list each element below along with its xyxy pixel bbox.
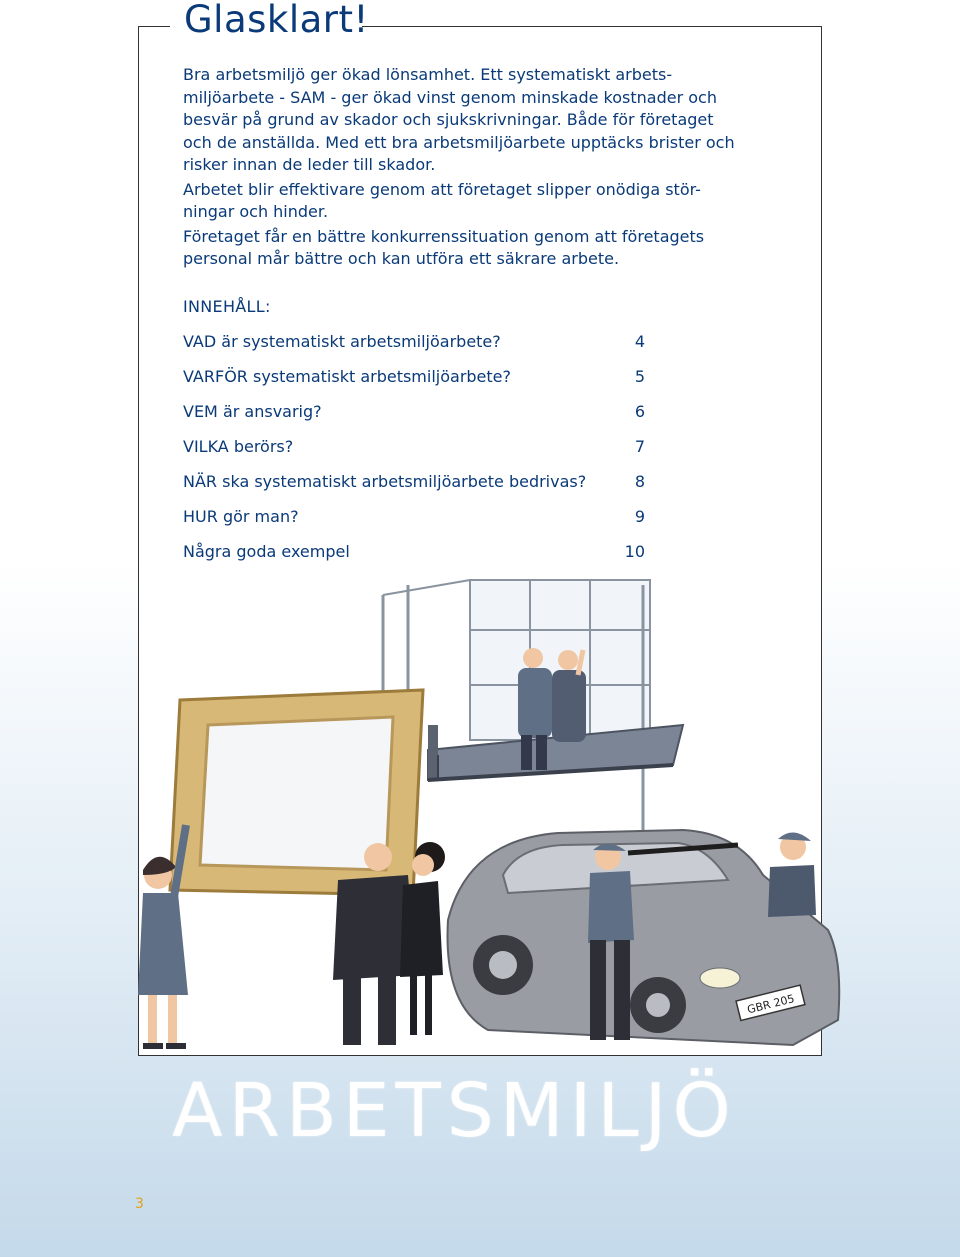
toc-item[interactable] <box>183 401 653 436</box>
intro-paragraph: Arbetet blir effektivare genom att företaget slipper onödiga stör-ningar och hinder. <box>183 179 701 221</box>
toc-item-page: 4 <box>634 332 645 351</box>
toc-heading: INNEHÅLL: <box>183 297 271 316</box>
top-rule-left <box>138 26 170 27</box>
intro-paragraph: Bra arbetsmiljö ger ökad lönsamhet. Ett systematiskt arbets-miljöarbete - SAM - ger ökad vinst genom minskade kostnader och besvär på grund av skador och sjukskrivningar. Både för företaget och de anställda. Med ett bra arbetsmiljöarbete upptäcks brister och risker innan de leder till skador. <box>183 65 735 174</box>
toc-item-label: VAD är systematiskt arbetsmiljöarbete? <box>183 332 501 351</box>
toc-item-label: VILKA berörs? <box>183 437 294 456</box>
car <box>448 830 840 1045</box>
intro-paragraph: Företaget får en bättre konkurrenssituation genom att företagets personal mår bättre och kan utföra ett säkrare arbete. <box>183 226 705 268</box>
toc-item-page: 8 <box>634 472 645 491</box>
toc-item-label: VARFÖR systematiskt arbetsmiljöarbete? <box>183 367 512 386</box>
toc-item[interactable] <box>183 366 653 401</box>
page-title: Glasklart! <box>184 0 369 41</box>
cartoon-illustration <box>138 575 853 1060</box>
toc-item[interactable] <box>183 541 653 576</box>
toc-item-page: 6 <box>634 402 645 421</box>
page-number: 3 <box>135 1196 144 1212</box>
toc-item[interactable] <box>183 506 653 541</box>
toc-item-page: 9 <box>634 507 645 526</box>
license-plate-text: GBR 205 <box>745 992 796 1017</box>
woman-figure <box>138 825 188 1049</box>
intro-text <box>183 64 743 273</box>
toc-item-label: VEM är ansvarig? <box>183 402 322 421</box>
toc-item[interactable] <box>183 436 653 471</box>
glass-building <box>383 580 650 875</box>
toc-item-page: 7 <box>634 437 645 456</box>
toc-item-label: Några goda exempel <box>183 542 350 561</box>
toc-item-label: HUR gör man? <box>183 507 299 526</box>
toc-item-page: 5 <box>634 367 645 386</box>
toc-item-page: 10 <box>624 542 645 561</box>
table-of-contents <box>183 331 653 576</box>
brand-watermark: ARBETSMILJÖ <box>172 1068 737 1154</box>
top-rule-right <box>362 26 822 27</box>
toc-item[interactable] <box>183 331 653 366</box>
toc-item-label: NÄR ska systematiskt arbetsmiljöarbete bedrivas? <box>183 472 587 491</box>
toc-item[interactable] <box>183 471 653 506</box>
